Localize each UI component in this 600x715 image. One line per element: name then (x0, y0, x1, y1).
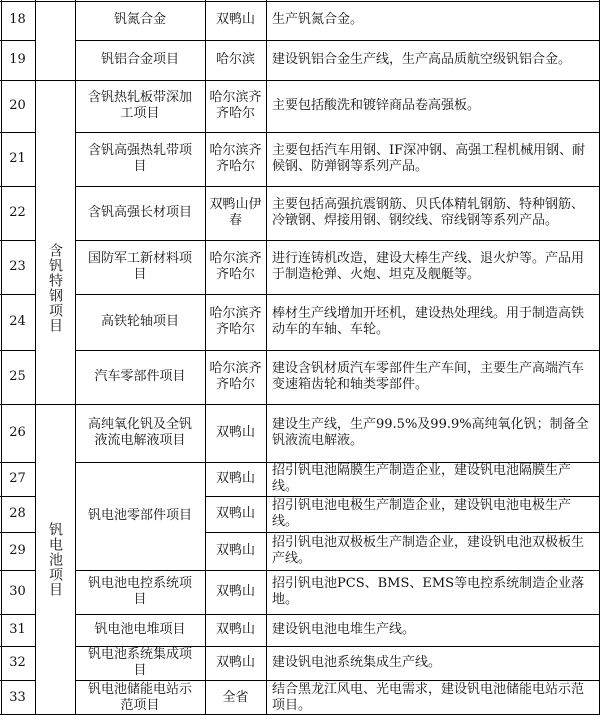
project-location: 哈尔滨齐齐哈尔 (209, 361, 262, 392)
grid-line-horizontal (205, 496, 600, 497)
grid-line-horizontal (75, 646, 600, 647)
project-content: 建设含钒材质汽车零部件生产车间，主要生产高端汽车变速箱齿轮和轴类零部件。 (272, 361, 585, 392)
grid-line-horizontal (0, 80, 600, 81)
row-number: 22 (9, 205, 26, 220)
grid-line-horizontal (75, 462, 600, 463)
grid-line-vertical (1, 0, 2, 715)
project-location: 哈尔滨齐齐哈尔 (209, 143, 262, 174)
project-content: 棒材生产线增加开坯机，建设热处理线。用于制造高铁动车的车轴、车轮。 (272, 306, 585, 337)
project-name: 国防军工新材料项目 (87, 251, 192, 282)
grid-line-horizontal (0, 240, 35, 241)
grid-line-horizontal (0, 680, 35, 681)
project-content: 建设钒电池系统集成生产线。 (272, 655, 442, 670)
project-location: 双鸭山 (215, 425, 255, 440)
project-name: 钒电池系统集成项目 (87, 647, 192, 678)
grid-line-horizontal (0, 532, 35, 533)
grid-line-horizontal (0, 186, 35, 187)
project-content: 主要包括酸洗和镀锌商品卷高强板。 (272, 98, 481, 113)
row-number: 18 (9, 12, 26, 27)
grid-line-horizontal (0, 614, 35, 615)
grid-line-horizontal (75, 350, 600, 351)
grid-line-horizontal (75, 570, 600, 571)
project-name: 钒电池储能电站示范项目 (87, 681, 192, 713)
row-number: 19 (9, 52, 26, 67)
row-number: 27 (9, 471, 26, 486)
grid-line-horizontal (0, 294, 35, 295)
project-name: 含钒热轧板带深加工项目 (87, 90, 192, 121)
project-content: 主要包括高强抗震钢筋、贝氏体精轧钢筋、特种钢筋、冷镦钢、焊接用钢、钢绞线、帘线钢等系列产品。 (272, 197, 585, 228)
grid-line-horizontal (0, 462, 35, 463)
grid-line-horizontal (0, 350, 35, 351)
grid-line-vertical (599, 0, 600, 715)
project-location: 双鸭山 (215, 655, 255, 670)
project-content: 招引钒电池电极生产制造企业，建设钒电池电极生产线。 (272, 498, 572, 529)
project-name: 钒铝合金项目 (100, 52, 179, 67)
project-location: 哈尔滨齐齐哈尔 (209, 90, 262, 121)
grid-line-vertical (205, 0, 206, 715)
grid-line-horizontal (0, 404, 600, 405)
grid-line-vertical (35, 0, 36, 715)
row-number: 30 (9, 584, 26, 599)
project-location: 双鸭山 (215, 471, 255, 486)
grid-line-horizontal (75, 186, 600, 187)
row-number: 29 (9, 543, 26, 558)
grid-line-horizontal (75, 680, 600, 681)
group-label: 含钒特钢项目 (47, 243, 63, 333)
project-content: 进行连铸机改造，建设大棒生产线、退火炉等。产品用于制造枪弹、火炮、坦克及舰艇等。 (272, 251, 585, 282)
grid-line-horizontal (0, 714, 600, 715)
row-number: 28 (9, 506, 26, 521)
project-name: 钒电池电堆项目 (94, 622, 186, 637)
project-name: 含钒高强热轧带项目 (87, 143, 192, 174)
project-name: 汽车零部件项目 (94, 369, 186, 384)
grid-line-horizontal (0, 646, 35, 647)
grid-line-horizontal (75, 240, 600, 241)
row-number: 23 (9, 259, 26, 274)
project-location: 双鸭山 (215, 543, 255, 558)
project-location: 双鸭山 (215, 12, 255, 27)
grid-line-horizontal (75, 614, 600, 615)
row-number: 21 (9, 151, 26, 166)
group-label: 钒电池项目 (47, 522, 63, 597)
project-content: 招引钒电池PCS、BMS、EMS等电控系统制造企业落地。 (272, 576, 585, 607)
row-number: 32 (9, 655, 26, 670)
project-location: 哈尔滨齐齐哈尔 (209, 306, 262, 337)
project-location: 双鸭山 (215, 622, 255, 637)
grid-line-horizontal (0, 40, 35, 41)
project-content: 主要包括汽车用钢、IF深冲钢、高强工程机械用钢、耐候钢、防弹钢等系列产品。 (272, 143, 586, 174)
project-content: 招引钒电池隔膜生产制造企业，建设钒电池隔膜生产线。 (272, 463, 572, 494)
grid-line-horizontal (0, 132, 35, 133)
project-content: 生产钒氮合金。 (272, 12, 364, 27)
project-content: 建设钒电池电堆生产线。 (272, 622, 416, 637)
grid-line-vertical (75, 0, 76, 715)
project-location: 全省 (222, 689, 249, 705)
project-name: 钒电池电控系统项目 (87, 576, 192, 607)
grid-line-horizontal (0, 570, 35, 571)
project-location: 双鸭山 (215, 584, 255, 599)
grid-line-horizontal (75, 40, 600, 41)
project-name-merged: 钒电池零部件项目 (87, 508, 192, 523)
grid-line-vertical (266, 0, 267, 715)
project-content: 建设钒铝合金生产线，生产高品质航空级钒铝合金。 (272, 52, 572, 67)
project-name: 高铁轮轴项目 (100, 314, 179, 329)
project-location: 双鸭山伊春 (209, 197, 262, 228)
project-location: 双鸭山 (215, 506, 255, 521)
project-content: 建设生产线，生产99.5%及99.9%高纯氧化钒；制备全钒液流电解液。 (272, 417, 589, 448)
project-content: 招引钒电池双极板生产制造企业，建设钒电池双极板生产线。 (272, 535, 585, 566)
grid-line-horizontal (75, 132, 600, 133)
project-location: 哈尔滨齐齐哈尔 (209, 251, 262, 282)
row-number: 20 (9, 98, 26, 113)
grid-line-horizontal (205, 532, 600, 533)
row-number: 31 (9, 622, 26, 637)
row-number: 26 (9, 425, 26, 440)
grid-line-horizontal (75, 294, 600, 295)
row-number: 25 (9, 369, 26, 384)
grid-line-horizontal (0, 1, 600, 2)
row-number: 24 (9, 314, 26, 329)
grid-line-horizontal (0, 496, 35, 497)
project-name: 含钒高强长材项目 (87, 205, 192, 220)
project-content: 结合黑龙江风电、光电需求，建设钒电池储能电站示范项目。 (272, 681, 585, 713)
row-number: 33 (9, 689, 26, 705)
project-name: 钒氮合金 (113, 12, 166, 27)
project-location: 哈尔滨 (215, 52, 255, 67)
project-name: 高纯氧化钒及全钒液流电解液项目 (87, 417, 192, 448)
